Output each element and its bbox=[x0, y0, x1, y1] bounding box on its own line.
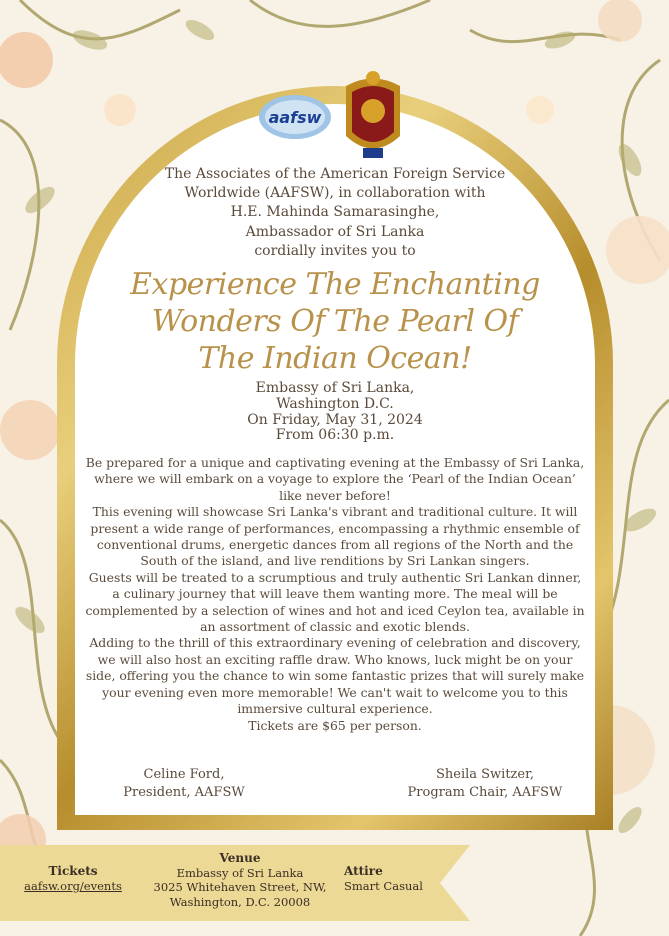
aafsw-logo bbox=[259, 95, 331, 139]
signer-title: President, AAFSW bbox=[123, 785, 245, 800]
intro-line: Ambassador of Sri Lanka bbox=[245, 223, 425, 240]
title-line: Wonders Of The Pearl Of bbox=[151, 304, 519, 339]
intro-text bbox=[100, 165, 570, 261]
venue-label: Venue bbox=[219, 851, 261, 865]
logos bbox=[258, 66, 418, 166]
event-date: On Friday, May 31, 2024 bbox=[247, 411, 423, 428]
signer-name: Celine Ford, bbox=[143, 767, 225, 782]
signature-program-chair bbox=[390, 766, 580, 802]
title-line: The Indian Ocean! bbox=[198, 341, 472, 376]
venue-address-line: 3025 Whitehaven Street, NW, bbox=[153, 880, 327, 894]
tickets-label: Tickets bbox=[48, 864, 98, 878]
attire-value: Smart Casual bbox=[344, 878, 423, 893]
tickets-column bbox=[18, 864, 128, 893]
venue-address-line: Embassy of Sri Lanka bbox=[176, 865, 304, 880]
intro-line: The Associates of the American Foreign Service bbox=[164, 166, 506, 182]
signer-name: Sheila Switzer, bbox=[435, 767, 535, 782]
attire-column bbox=[344, 864, 434, 893]
event-title bbox=[90, 266, 580, 377]
sri-lanka-emblem-icon bbox=[346, 71, 400, 158]
invitation-body bbox=[84, 455, 586, 734]
svg-text:aafsw: aafsw bbox=[268, 108, 322, 127]
tickets-link[interactable]: aafsw.org/events bbox=[24, 878, 122, 893]
intro-line: Worldwide (AAFSW), in collaboration with bbox=[184, 185, 486, 202]
venue-address-line: Washington, D.C. 20008 bbox=[169, 894, 311, 909]
signature-president bbox=[104, 766, 264, 802]
attire-label: Attire bbox=[344, 864, 383, 878]
venue-line: Embassy of Sri Lanka, bbox=[255, 380, 415, 396]
venue-line: Washington D.C. bbox=[276, 395, 394, 412]
body-paragraph: Adding to the thrill of this extraordinary evening of celebration and discovery, we will also host an exciting raffle draw. Who knows, luck might be on your side, offering you the chance to win some fantastic prizes that will surely make your evening even more memorable! We can't wait to welcome you to this immersive cultural experience. bbox=[85, 635, 585, 717]
body-paragraph: Be prepared for a unique and captivating evening at the Embassy of Sri Lanka, where we will embark on a voyage to explore the ‘Pearl of the Indian Ocean’ like never before! bbox=[85, 455, 585, 503]
body-paragraph: This evening will showcase Sri Lanka's vibrant and traditional culture. It will present a wide range of performances, encompassing a rhythmic ensemble of conventional drums, energetic dances from all regions of the North and the South of the island, and live renditions by Sri Lankan singers. bbox=[90, 504, 580, 569]
event-details bbox=[150, 381, 520, 444]
intro-line: H.E. Mahinda Samarasinghe, bbox=[230, 204, 440, 221]
ticket-price: Tickets are $65 per person. bbox=[248, 717, 422, 733]
body-paragraph: Guests will be treated to a scrumptious and truly authentic Sri Lankan dinner, a culinary journey that will leave them wanting more. The meal will be complemented by a selection of wines and hot and iced Ceylon tea, available in an assortment of classic and exotic blends. bbox=[85, 569, 585, 635]
event-time: From 06:30 p.m. bbox=[275, 427, 395, 444]
venue-column bbox=[150, 851, 330, 909]
signer-title: Program Chair, AAFSW bbox=[407, 785, 563, 800]
title-line: Experience The Enchanting bbox=[130, 267, 540, 302]
intro-line: cordially invites you to bbox=[254, 242, 416, 259]
